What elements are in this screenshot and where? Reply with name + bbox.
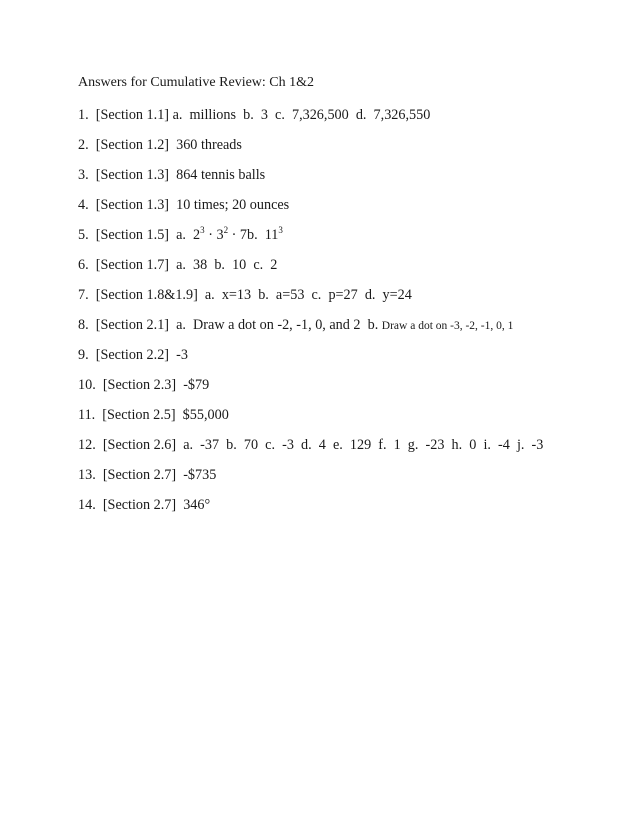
answer-3 — [78, 166, 265, 184]
answer-4-text: 4. [Section 1.3] 10 times; 20 ounces — [78, 197, 290, 213]
answer-7 — [78, 286, 412, 304]
answer-6-text: 6. [Section 1.7] a. 38 b. 10 c. 2 — [78, 257, 278, 273]
answer-8-text: 8. [Section 2.1] a. Draw a dot on -2, -1, 0, and 2 b. — [78, 317, 379, 333]
answer-14-text: 14. [Section 2.7] 346° — [78, 497, 211, 513]
answer-5-exponent-2: 2 — [223, 225, 229, 235]
answer-11-text: 11. [Section 2.5] $55,000 — [78, 407, 229, 423]
answer-6 — [78, 256, 277, 274]
answer-7-text: 7. [Section 1.8&1.9] a. x=13 b. a=53 c. p=27 d. y=24 — [78, 287, 412, 303]
answer-3-text: 3. [Section 1.3] 864 tennis balls — [78, 167, 266, 183]
answer-2 — [78, 136, 242, 154]
answer-5-prefix: 5. [Section 1.5] a. 2 — [78, 227, 201, 243]
document-title: Answers for Cumulative Review: Ch 1&2 — [78, 75, 315, 90]
answer-5-mid-2: · 7b. 11 — [228, 227, 279, 243]
answer-9-text: 9. [Section 2.2] -3 — [78, 347, 188, 363]
answer-10-text: 10. [Section 2.3] -$79 — [78, 377, 210, 393]
answer-4 — [78, 196, 289, 214]
answer-12-text: 12. [Section 2.6] a. -37 b. 70 c. -3 d. 4 e. 129 f. 1 g. -23 h. 0 i. -4 j. -3 — [78, 437, 544, 453]
answer-5-exponent-3: 3 — [278, 225, 283, 235]
answer-13-text: 13. [Section 2.7] -$735 — [78, 467, 217, 483]
answer-9 — [78, 346, 188, 364]
answer-5-exponent-1: 3 — [200, 225, 205, 235]
answer-13 — [78, 466, 216, 484]
answer-5-mid-1: · 3 — [204, 227, 224, 243]
answer-12 — [78, 436, 543, 454]
answer-2-text: 2. [Section 1.2] 360 threads — [78, 137, 242, 153]
answer-10 — [78, 376, 209, 394]
answer-8 — [78, 316, 513, 335]
answer-14 — [78, 496, 210, 514]
answer-8-small-text: Draw a dot on -3, -2, -1, 0, 1 — [381, 320, 514, 332]
answer-5 — [78, 226, 283, 244]
answer-11 — [78, 406, 229, 424]
answer-1-text: 1. [Section 1.1] a. millions b. 3 c. 7,326,500 d. 7,326,550 — [78, 107, 431, 123]
answer-1 — [78, 106, 430, 124]
